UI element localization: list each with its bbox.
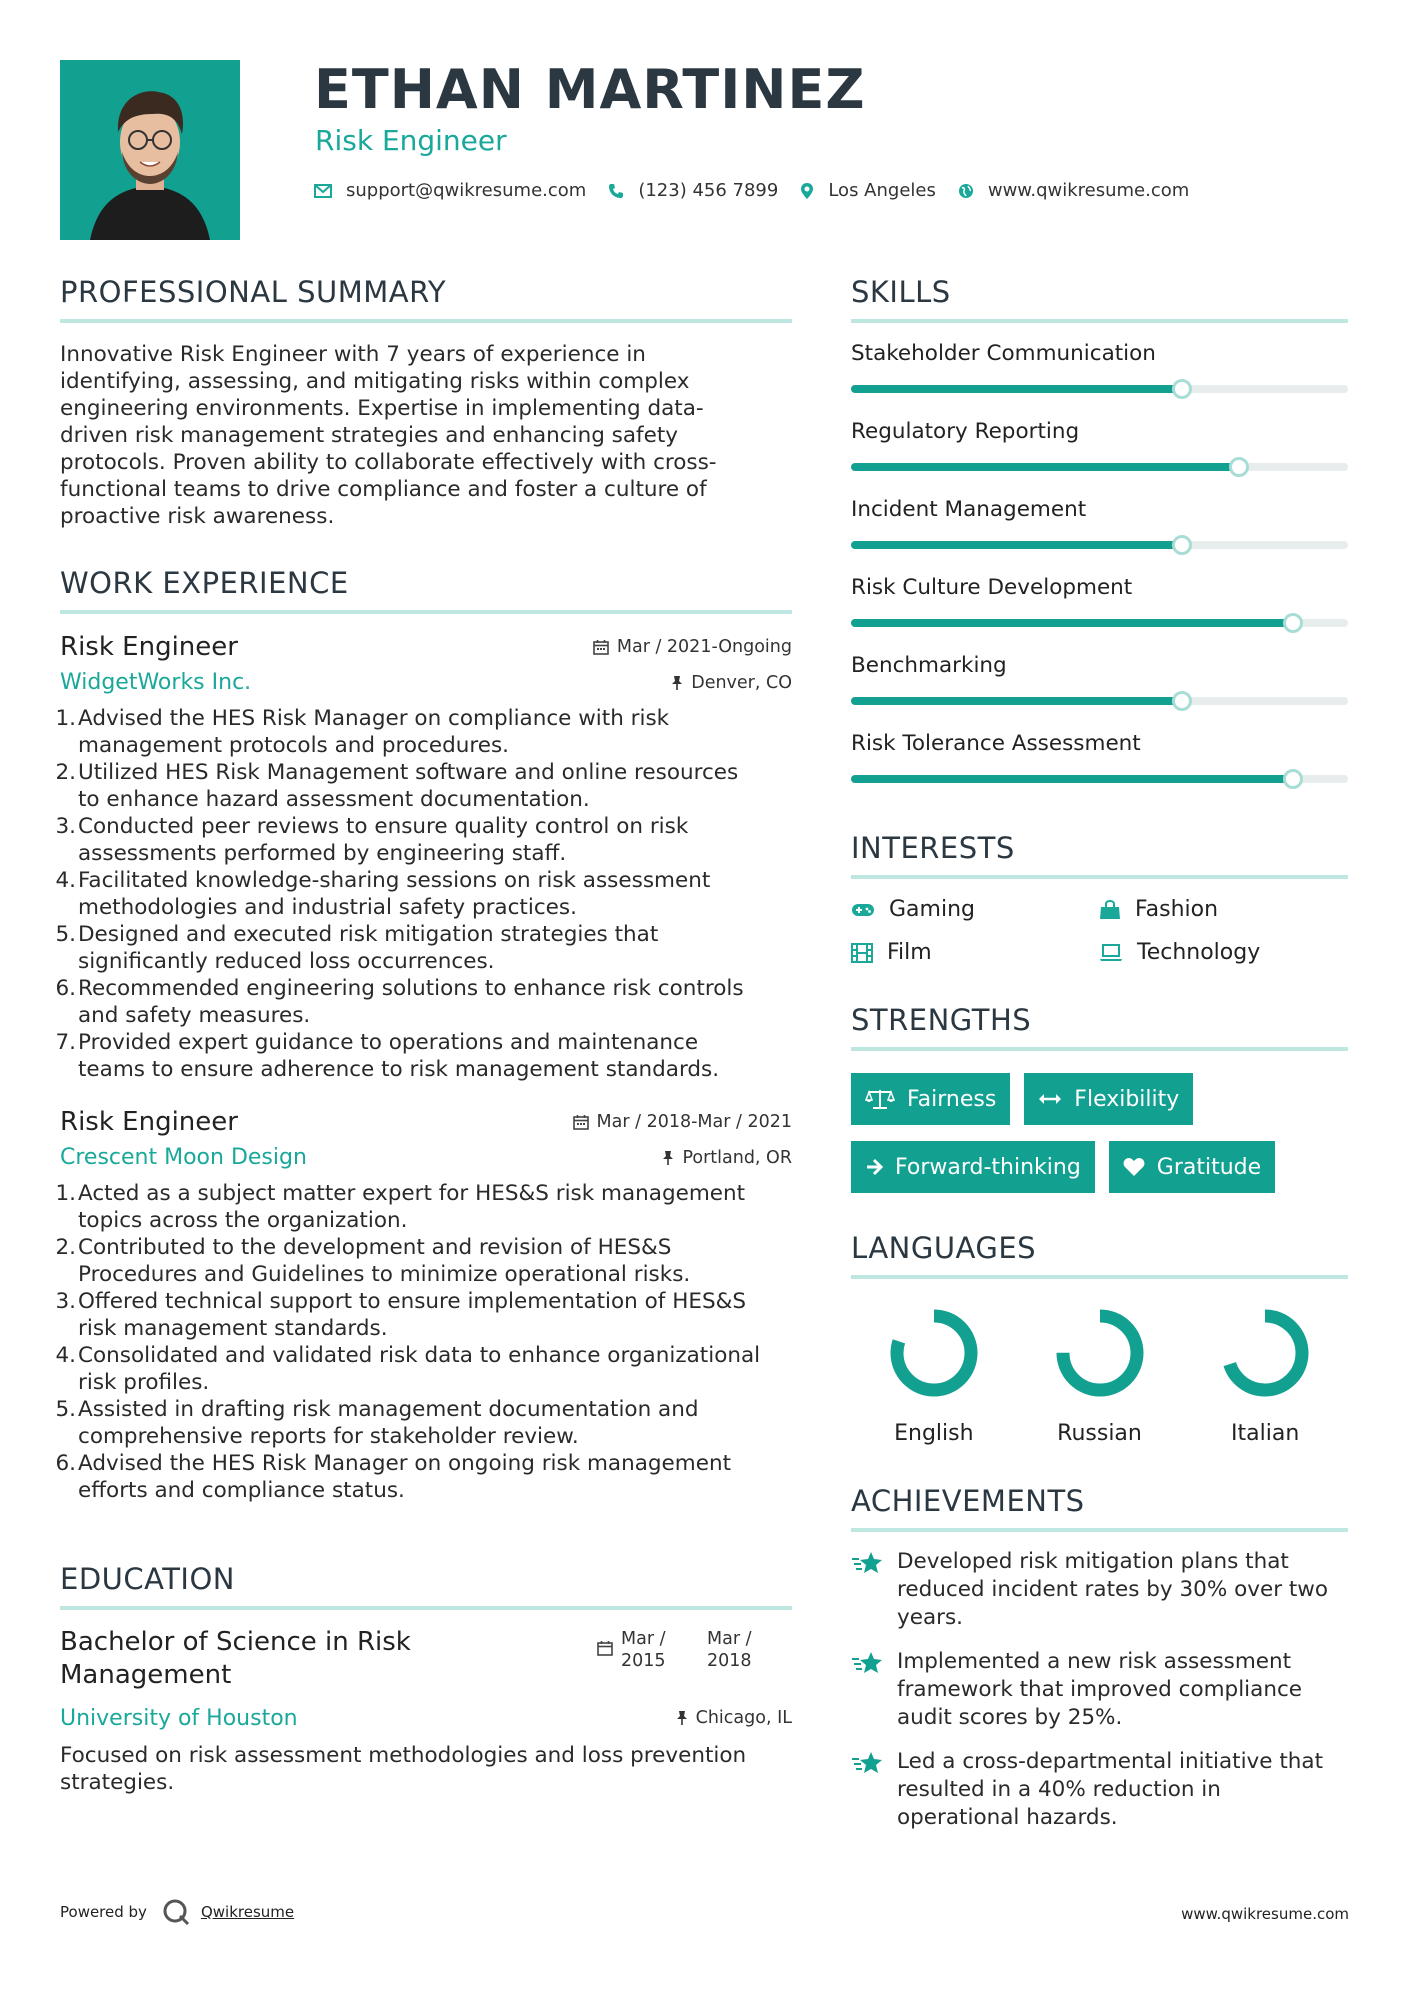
skill-bar xyxy=(851,541,1348,549)
strength-tag xyxy=(851,1073,1010,1125)
bullet-number: 3. xyxy=(55,1289,76,1314)
achievement-line: audit scores by 25%. xyxy=(897,1705,1123,1730)
achievement-item xyxy=(851,1748,1348,1832)
shopping-bag-icon xyxy=(1099,900,1121,920)
bullet-line: to enhance hazard assessment documentation. xyxy=(78,787,590,812)
list-item xyxy=(55,705,792,759)
left-column xyxy=(55,275,792,1816)
skill-item xyxy=(851,401,1348,479)
skill-item xyxy=(851,479,1348,557)
achievement-line: reduced incident rates by 30% over two xyxy=(897,1577,1329,1602)
contact-phone[interactable] xyxy=(608,180,778,201)
footer-website[interactable]: www.qwikresume.com xyxy=(1181,1905,1349,1923)
education-start xyxy=(621,1628,707,1672)
list-item xyxy=(55,867,792,921)
job-entry xyxy=(55,632,792,1083)
phone-text: (123) 456 7899 xyxy=(638,180,779,201)
language-level-ring xyxy=(1050,1303,1150,1403)
list-item xyxy=(55,1029,792,1083)
skill-bar-fill xyxy=(851,385,1182,393)
bullet-line: risk management standards. xyxy=(78,1316,388,1341)
job-dates xyxy=(573,1112,792,1132)
skill-bar-knob xyxy=(1172,535,1192,555)
summary-line: identifying, assessing, and mitigating risks within complex xyxy=(60,369,690,394)
skill-bar-fill xyxy=(851,697,1182,705)
laptop-icon xyxy=(1099,944,1123,962)
degree-line: Bachelor of Science in Risk xyxy=(60,1627,411,1657)
balance-scale-icon xyxy=(865,1088,895,1110)
bullet-number: 5. xyxy=(55,1397,76,1422)
interests-list xyxy=(851,897,1348,965)
language-name: English xyxy=(894,1421,974,1446)
interest-item xyxy=(1099,897,1347,922)
skill-bar-knob xyxy=(1283,613,1303,633)
globe-icon xyxy=(958,183,974,199)
language-item xyxy=(1182,1303,1348,1446)
bullet-line: Advised the HES Risk Manager on compliance with risk xyxy=(78,706,670,731)
bullet-number: 1. xyxy=(55,1181,76,1206)
job-dates xyxy=(593,637,792,657)
skill-name: Risk Culture Development xyxy=(851,575,1133,600)
bullet-number: 7. xyxy=(55,1030,76,1055)
strength-tag xyxy=(1024,1073,1193,1125)
list-item xyxy=(55,813,792,867)
qwikresume-link[interactable]: Qwikresume xyxy=(200,1903,295,1921)
calendar-icon xyxy=(593,639,609,655)
skill-item xyxy=(851,323,1348,401)
strength-tag xyxy=(1109,1141,1275,1193)
powered-by-label: Powered by xyxy=(60,1903,147,1921)
website-text: www.qwikresume.com xyxy=(987,180,1190,201)
bullet-line: Consolidated and validated risk data to enhance organizational xyxy=(78,1343,761,1368)
skill-bar xyxy=(851,697,1348,705)
skill-name: Benchmarking xyxy=(851,653,1007,678)
arrow-right-icon xyxy=(865,1158,883,1176)
bullet-line: Facilitated knowledge-sharing sessions on risk assessment xyxy=(78,868,711,893)
pushpin-icon xyxy=(662,1150,674,1166)
achievement-item xyxy=(851,1648,1348,1732)
summary-line: driven risk management strategies and enhancing safety xyxy=(60,423,679,448)
bullet-number: 4. xyxy=(55,1343,76,1368)
list-item xyxy=(55,1450,792,1504)
interest-item xyxy=(851,940,1099,965)
list-item xyxy=(55,1234,792,1288)
bullet-line: and safety measures. xyxy=(78,1003,311,1028)
skill-bar-knob xyxy=(1283,769,1303,789)
skill-bar xyxy=(851,775,1348,783)
skill-bar-fill xyxy=(851,775,1293,783)
bullet-number: 2. xyxy=(55,760,76,785)
qwikresume-logo-icon xyxy=(161,1897,191,1927)
gamepad-icon xyxy=(851,902,875,918)
summary-heading: PROFESSIONAL SUMMARY xyxy=(60,275,792,323)
job-location xyxy=(671,673,792,693)
pushpin-icon xyxy=(671,675,683,691)
list-item xyxy=(55,1180,792,1234)
summary-line: engineering environments. Expertise in implementing data- xyxy=(60,396,704,421)
education-heading: EDUCATION xyxy=(60,1562,792,1610)
contact-bar xyxy=(314,180,1211,201)
list-item xyxy=(55,921,792,975)
calendar-icon xyxy=(573,1114,589,1130)
achievement-line: Developed risk mitigation plans that xyxy=(897,1549,1289,1574)
date-part: Mar / xyxy=(621,1629,666,1649)
interest-label: Gaming xyxy=(889,897,975,922)
skill-bar xyxy=(851,619,1348,627)
language-item xyxy=(851,1303,1017,1446)
achievement-text xyxy=(897,1748,1323,1832)
job-dates-text: Mar / 2018-Mar / 2021 xyxy=(596,1112,792,1132)
achievements-list xyxy=(851,1548,1348,1832)
interest-item xyxy=(851,897,1099,922)
list-item xyxy=(55,1396,792,1450)
envelope-icon xyxy=(314,184,332,198)
achievements-heading: ACHIEVEMENTS xyxy=(851,1484,1348,1532)
experience-heading: WORK EXPERIENCE xyxy=(60,566,792,614)
language-item xyxy=(1017,1303,1183,1446)
bullet-number: 3. xyxy=(55,814,76,839)
summary-text xyxy=(60,341,792,530)
bullet-line: Contributed to the development and revision of HES&S xyxy=(78,1235,672,1260)
language-name: Italian xyxy=(1231,1421,1300,1446)
contact-email[interactable] xyxy=(314,180,586,201)
achievement-line: operational hazards. xyxy=(897,1805,1118,1830)
skill-bar xyxy=(851,385,1348,393)
language-level-ring xyxy=(1215,1303,1315,1403)
bullet-line: topics across the organization. xyxy=(78,1208,408,1233)
skill-item xyxy=(851,713,1348,791)
bullet-number: 1. xyxy=(55,706,76,731)
achievement-line: years. xyxy=(897,1605,964,1630)
skills-heading: SKILLS xyxy=(851,275,1348,323)
star-badge-icon xyxy=(851,1650,885,1676)
footer-powered-by xyxy=(60,1897,294,1927)
summary-line: protocols. Proven ability to collaborate effectively with cross- xyxy=(60,450,717,475)
star-badge-icon xyxy=(851,1750,885,1776)
skill-bar-fill xyxy=(851,541,1182,549)
strength-label: Fairness xyxy=(907,1086,997,1112)
job-bullets xyxy=(55,705,792,1083)
interests-heading: INTERESTS xyxy=(851,831,1348,879)
strength-tag xyxy=(851,1141,1095,1193)
school-name: University of Houston xyxy=(60,1706,298,1731)
skill-item xyxy=(851,557,1348,635)
bullet-line: Utilized HES Risk Management software and online resources xyxy=(78,760,739,785)
bullet-number: 6. xyxy=(55,1451,76,1476)
pushpin-icon xyxy=(676,1710,688,1726)
job-title: Risk Engineer xyxy=(60,1107,238,1137)
candidate-name: ETHAN MARTINEZ xyxy=(314,58,866,121)
languages-heading: LANGUAGES xyxy=(851,1231,1348,1279)
strengths-heading: STRENGTHS xyxy=(851,1003,1348,1051)
skill-bar xyxy=(851,463,1348,471)
strengths-list xyxy=(851,1073,1348,1209)
list-item xyxy=(55,759,792,813)
degree-line: Management xyxy=(60,1660,232,1690)
achievement-line: resulted in a 40% reduction in xyxy=(897,1777,1221,1802)
education-location xyxy=(676,1708,792,1728)
summary-line: proactive risk awareness. xyxy=(60,504,335,529)
bullet-line: Offered technical support to ensure implementation of HES&S xyxy=(78,1289,747,1314)
education-description xyxy=(60,1742,746,1796)
candidate-title: Risk Engineer xyxy=(315,124,507,157)
job-bullets xyxy=(55,1180,792,1504)
location-text: Los Angeles xyxy=(828,180,936,201)
achievement-line: Led a cross-departmental initiative that xyxy=(897,1749,1324,1774)
job-dates-text: Mar / 2021-Ongoing xyxy=(616,637,792,657)
job-title: Risk Engineer xyxy=(60,632,238,662)
education-entry xyxy=(60,1626,792,1816)
job-location-text: Denver, CO xyxy=(691,672,792,693)
skill-name: Risk Tolerance Assessment xyxy=(851,731,1141,756)
bullet-line: Acted as a subject matter expert for HES&S risk management xyxy=(78,1181,746,1206)
contact-location xyxy=(800,180,936,201)
strength-label: Forward-thinking xyxy=(895,1154,1081,1180)
bullet-line: Designed and executed risk mitigation strategies that xyxy=(78,922,659,947)
skill-bar-knob xyxy=(1172,379,1192,399)
right-column xyxy=(851,275,1348,1832)
date-part: 2015 xyxy=(621,1651,666,1671)
interest-label: Fashion xyxy=(1135,897,1219,922)
skill-bar-knob xyxy=(1172,691,1192,711)
bullet-line: significantly reduced loss occurrences. xyxy=(78,949,495,974)
list-item xyxy=(55,1288,792,1342)
skill-name: Stakeholder Communication xyxy=(851,341,1156,366)
phone-icon xyxy=(608,183,624,199)
bullet-line: teams to ensure adherence to risk management standards. xyxy=(78,1057,720,1082)
skill-name: Incident Management xyxy=(851,497,1087,522)
achievement-line: framework that improved compliance xyxy=(897,1677,1302,1702)
skill-bar-knob xyxy=(1229,457,1249,477)
bullet-line: Recommended engineering solutions to enhance risk controls xyxy=(78,976,744,1001)
bullet-line: Assisted in drafting risk management documentation and xyxy=(78,1397,699,1422)
bullet-number: 6. xyxy=(55,976,76,1001)
calendar-icon xyxy=(597,1640,613,1656)
bullet-line: assessments performed by engineering staff. xyxy=(78,841,567,866)
language-name: Russian xyxy=(1057,1421,1142,1446)
star-badge-icon xyxy=(851,1550,885,1576)
achievement-line: Implemented a new risk assessment xyxy=(897,1649,1292,1674)
summary-line: functional teams to drive compliance and foster a culture of xyxy=(60,477,707,502)
languages-list xyxy=(851,1303,1348,1446)
skills-list xyxy=(851,323,1348,791)
email-text: support@qwikresume.com xyxy=(346,180,587,201)
avatar xyxy=(60,60,240,240)
job-company: Crescent Moon Design xyxy=(60,1145,307,1170)
bullet-line: Procedures and Guidelines to minimize operational risks. xyxy=(78,1262,691,1287)
heart-icon xyxy=(1123,1157,1145,1177)
education-end xyxy=(707,1628,752,1672)
education-dates xyxy=(597,1628,752,1672)
degree-title xyxy=(60,1626,411,1692)
bullet-line: Provided expert guidance to operations and maintenance xyxy=(78,1030,699,1055)
bullet-line: methodologies and industrial safety practices. xyxy=(78,895,577,920)
job-location xyxy=(662,1148,792,1168)
summary-line: Innovative Risk Engineer with 7 years of experience in xyxy=(60,342,646,367)
film-icon xyxy=(851,943,873,963)
contact-website[interactable] xyxy=(958,180,1189,201)
achievement-item xyxy=(851,1548,1348,1632)
bullet-number: 5. xyxy=(55,922,76,947)
bullet-number: 2. xyxy=(55,1235,76,1260)
bullet-line: comprehensive reports for stakeholder review. xyxy=(78,1424,579,1449)
interest-label: Film xyxy=(887,940,932,965)
bullet-line: Advised the HES Risk Manager on ongoing risk management xyxy=(78,1451,732,1476)
bullet-line: management protocols and procedures. xyxy=(78,733,509,758)
bullet-line: Conducted peer reviews to ensure quality control on risk xyxy=(78,814,689,839)
list-item xyxy=(55,975,792,1029)
job-location-text: Portland, OR xyxy=(682,1147,792,1168)
skill-bar-fill xyxy=(851,619,1293,627)
date-part: Mar / xyxy=(707,1629,752,1649)
interest-item xyxy=(1099,940,1347,965)
date-part: 2018 xyxy=(707,1651,752,1671)
skill-bar-fill xyxy=(851,463,1239,471)
description-line: Focused on risk assessment methodologies and loss prevention xyxy=(60,1743,747,1768)
strength-label: Gratitude xyxy=(1156,1154,1262,1180)
achievement-text xyxy=(897,1648,1302,1732)
bullet-line: risk profiles. xyxy=(78,1370,210,1395)
arrows-horizontal-icon xyxy=(1038,1092,1062,1106)
bullet-line: efforts and compliance status. xyxy=(78,1478,405,1503)
profile-photo xyxy=(60,60,240,240)
strength-label: Flexibility xyxy=(1074,1086,1180,1112)
interest-label: Technology xyxy=(1137,940,1261,965)
job-entry xyxy=(55,1107,792,1504)
skill-name: Regulatory Reporting xyxy=(851,419,1080,444)
description-line: strategies. xyxy=(60,1770,175,1795)
map-marker-icon xyxy=(800,182,814,200)
skill-item xyxy=(851,635,1348,713)
bullet-number: 4. xyxy=(55,868,76,893)
education-location-text: Chicago, IL xyxy=(695,1708,792,1728)
job-company: WidgetWorks Inc. xyxy=(60,670,252,695)
language-level-ring xyxy=(884,1303,984,1403)
list-item xyxy=(55,1342,792,1396)
achievement-text xyxy=(897,1548,1328,1632)
